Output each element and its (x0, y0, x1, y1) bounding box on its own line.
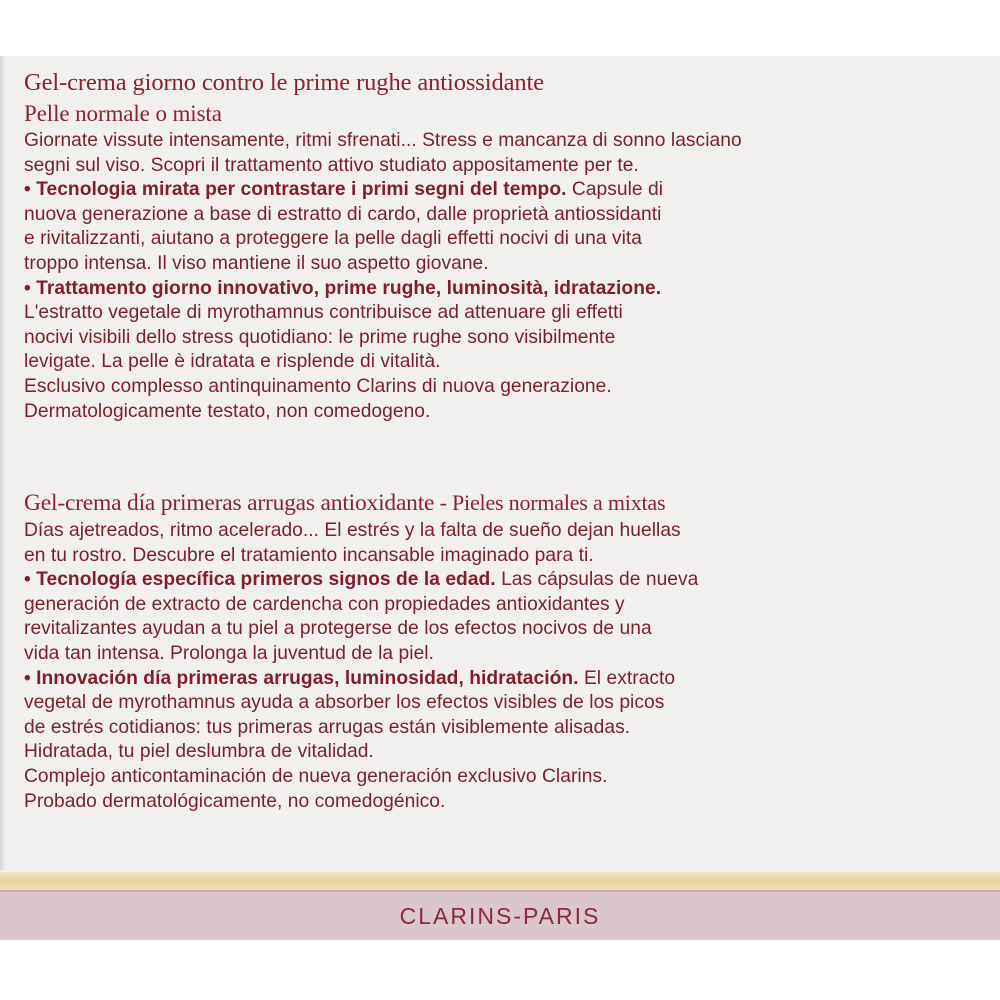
panel-shadow-edge (0, 56, 6, 870)
spanish-body (24, 519, 984, 814)
spanish-line: en tu rostro. Descubre el tratamiento incansable imaginado para ti. (24, 544, 594, 566)
bottom-margin (0, 940, 1000, 1000)
spanish-title-suffix: - Pieles normales a mixtas (434, 490, 666, 515)
italian-subtitle: Pelle normale o mista (24, 101, 222, 126)
italian-title: Gel-crema giorno contro le prime rughe antiossidante (24, 69, 545, 96)
italian-line: • Tecnologia mirata per contrastare i primi segni del tempo. Capsule di (24, 179, 664, 201)
spanish-line: • Tecnología específica primeros signos de la edad. Las cápsulas de nueva (24, 569, 699, 591)
spanish-section (24, 487, 984, 814)
italian-section (24, 66, 984, 424)
spanish-line: vegetal de myrothamnus ayuda a absorber los efectos visibles de los picos (24, 692, 665, 714)
italian-line: troppo intensa. Il viso mantiene il suo aspetto giovane. (24, 252, 489, 274)
spanish-line: vida tan intensa. Prolonga la juventud de la piel. (24, 642, 434, 664)
italian-body (24, 129, 984, 424)
spanish-title-line (24, 487, 984, 519)
italian-line: segni sul viso. Scopri il trattamento attivo studiato appositamente per te. (24, 154, 639, 176)
spanish-line: • Innovación día primeras arrugas, luminosidad, hidratación. El extracto (24, 667, 676, 689)
italian-line: nocivi visibili dello stress quotidiano: le prime rughe sono visibilmente (24, 326, 616, 348)
gold-stripe (0, 872, 1000, 890)
spanish-line: Complejo anticontaminación de nueva generación exclusivo Clarins. (24, 765, 608, 787)
italian-line: levigate. La pelle è idratata e risplende di vitalità. (24, 351, 441, 373)
italian-line: Dermatologicamente testato, non comedogeno. (24, 400, 431, 422)
italian-line: nuova generazione a base di estratto di cardo, dalle proprietà antiossidanti (24, 203, 662, 225)
italian-line: Esclusivo complesso antinquinamento Clarins di nuova generazione. (24, 375, 612, 397)
italian-line: • Trattamento giorno innovativo, prime rughe, luminosità, idratazione. (24, 277, 662, 299)
italian-line: e rivitalizzanti, aiutano a proteggere la pelle dagli effetti nocivi di una vita (24, 228, 643, 250)
spanish-line: de estrés cotidianos: tus primeras arrugas están visiblemente alisadas. (24, 716, 631, 738)
brand-name: CLARINS-PARIS (399, 902, 601, 929)
spanish-line: generación de extracto de cardencha con propiedades antioxidantes y (24, 593, 625, 615)
italian-line: L'estratto vegetale di myrothamnus contribuisce ad attenuare gli effetti (24, 302, 623, 324)
spanish-line: Días ajetreados, ritmo acelerado... El estrés y la falta de sueño dejan huellas (24, 520, 681, 541)
italian-line: Giornate vissute intensamente, ritmi sfrenati... Stress e mancanza di sonno lasciano (24, 130, 742, 151)
spanish-line: revitalizantes ayudan a tu piel a protegerse de los efectos nocivos de una (24, 618, 652, 640)
spanish-title: Gel-crema día primeras arrugas antioxidante (24, 490, 435, 516)
spanish-line: Hidratada, tu piel deslumbra de vitalidad. (24, 741, 374, 763)
spanish-line: Probado dermatológicamente, no comedogénico. (24, 790, 446, 812)
